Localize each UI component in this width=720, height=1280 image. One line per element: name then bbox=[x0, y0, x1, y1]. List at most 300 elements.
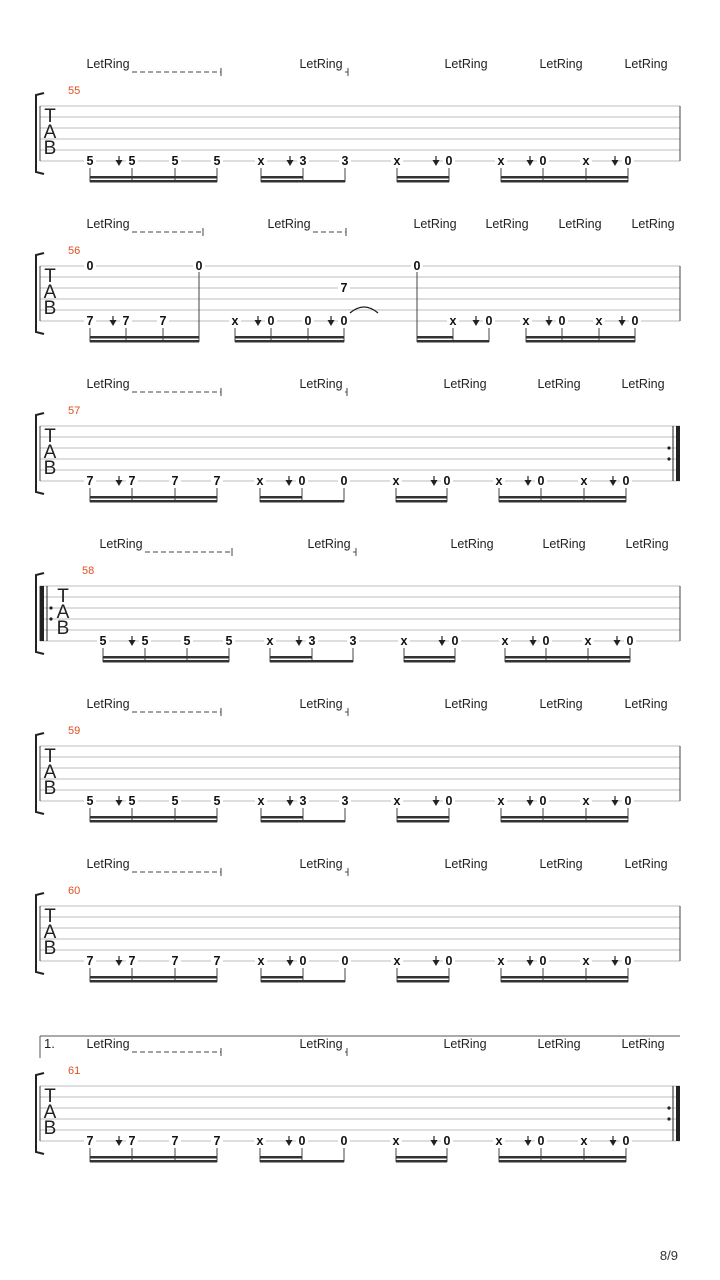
down-arrow-icon bbox=[546, 320, 553, 326]
fret-number: 7 bbox=[86, 474, 94, 488]
dead-note: x bbox=[393, 154, 401, 168]
stroke-direction-arrow bbox=[610, 1136, 617, 1146]
beam-primary bbox=[396, 1160, 447, 1163]
dead-note: x bbox=[392, 1134, 400, 1148]
beam-primary bbox=[90, 500, 217, 503]
beam-primary bbox=[397, 180, 449, 183]
fret-number: 5 bbox=[183, 634, 191, 648]
beam-secondary bbox=[397, 816, 449, 819]
letring-label: LetRing bbox=[299, 57, 343, 71]
tab-clef-letter: A bbox=[43, 1102, 57, 1123]
letring-label: LetRing bbox=[485, 217, 529, 231]
down-arrow-icon bbox=[287, 160, 294, 166]
beam-secondary bbox=[260, 496, 302, 499]
beam-secondary bbox=[90, 496, 217, 499]
fret-number: 0 bbox=[267, 314, 275, 328]
stroke-direction-arrow bbox=[116, 796, 123, 806]
stroke-direction-arrow bbox=[612, 956, 619, 966]
dead-note: x bbox=[231, 314, 239, 328]
fret-number: 5 bbox=[171, 154, 179, 168]
down-arrow-icon bbox=[612, 160, 619, 166]
measure-number: 60 bbox=[68, 885, 81, 897]
beam-secondary bbox=[90, 176, 217, 179]
fret-number: 3 bbox=[349, 634, 357, 648]
tab-clef-letter: T bbox=[44, 426, 56, 447]
beam-primary bbox=[90, 340, 199, 343]
dead-note: x bbox=[393, 954, 401, 968]
dead-note: x bbox=[501, 634, 509, 648]
down-arrow-icon bbox=[612, 800, 619, 806]
beam-group bbox=[499, 634, 636, 663]
fret-number: 7 bbox=[86, 954, 94, 968]
beam-primary bbox=[261, 180, 345, 183]
down-arrow-icon bbox=[610, 1140, 617, 1146]
stroke-direction-arrow bbox=[116, 476, 123, 486]
down-arrow-icon bbox=[116, 1140, 123, 1146]
fret-number: 0 bbox=[299, 954, 307, 968]
stroke-direction-arrow bbox=[431, 476, 438, 486]
tab-clef-letter: B bbox=[43, 1118, 57, 1139]
letring-label: LetRing bbox=[624, 697, 668, 711]
dead-note: x bbox=[266, 634, 274, 648]
tab-clef-letter: B bbox=[43, 138, 57, 159]
beam-primary bbox=[261, 980, 345, 983]
fret-number: 0 bbox=[542, 634, 550, 648]
letring-label: LetRing bbox=[539, 697, 583, 711]
beam-primary bbox=[90, 980, 217, 983]
fret-number: 7 bbox=[128, 954, 136, 968]
page-number: 8/9 bbox=[659, 1248, 678, 1263]
down-arrow-icon bbox=[116, 960, 123, 966]
down-arrow-icon bbox=[116, 800, 123, 806]
beam-primary bbox=[501, 820, 628, 823]
tab-note bbox=[339, 954, 351, 982]
beam-secondary bbox=[261, 976, 303, 979]
fret-number: 7 bbox=[128, 1134, 136, 1148]
stroke-direction-arrow bbox=[286, 476, 293, 486]
beam-primary bbox=[397, 980, 449, 983]
beam-secondary bbox=[90, 336, 199, 339]
repeat-dot bbox=[49, 617, 52, 620]
fret-number: 0 bbox=[443, 1134, 451, 1148]
stroke-direction-arrow bbox=[129, 636, 136, 646]
beam-group bbox=[255, 954, 351, 983]
tab-note bbox=[339, 794, 351, 822]
fret-number: 0 bbox=[443, 474, 451, 488]
down-arrow-icon bbox=[527, 960, 534, 966]
beam-primary bbox=[235, 340, 344, 343]
fret-number: 7 bbox=[86, 314, 94, 328]
stroke-direction-arrow bbox=[116, 1136, 123, 1146]
fret-number: 0 bbox=[537, 474, 545, 488]
fret-number: 0 bbox=[485, 314, 493, 328]
fret-number: 0 bbox=[451, 634, 459, 648]
beam-group bbox=[97, 634, 235, 663]
dead-note: x bbox=[495, 1134, 503, 1148]
beam-primary bbox=[260, 1160, 344, 1163]
fret-number: 5 bbox=[86, 154, 94, 168]
letring-label: LetRing bbox=[86, 1037, 130, 1051]
stroke-direction-arrow bbox=[255, 316, 262, 326]
measure-number: 59 bbox=[68, 725, 81, 737]
letring-label: LetRing bbox=[299, 377, 343, 391]
tab-clef-letter: B bbox=[43, 298, 57, 319]
fret-number: 7 bbox=[122, 314, 130, 328]
stroke-direction-arrow bbox=[287, 956, 294, 966]
beam-primary bbox=[397, 820, 449, 823]
down-arrow-icon bbox=[110, 320, 117, 326]
tab-clef-letter: T bbox=[44, 746, 56, 767]
fret-number: 0 bbox=[626, 634, 634, 648]
measure-number: 55 bbox=[68, 85, 81, 97]
fret-number: 0 bbox=[298, 1134, 306, 1148]
letring-label: LetRing bbox=[537, 1037, 581, 1051]
letring-label: LetRing bbox=[558, 217, 602, 231]
down-arrow-icon bbox=[129, 640, 136, 646]
dead-note: x bbox=[497, 794, 505, 808]
fret-number: 0 bbox=[624, 954, 632, 968]
tab-clef-letter: A bbox=[43, 442, 57, 463]
tab-clef-letter: T bbox=[44, 1086, 56, 1107]
measure-number: 57 bbox=[68, 405, 81, 417]
fret-number: 0 bbox=[539, 954, 547, 968]
stroke-direction-arrow bbox=[614, 636, 621, 646]
tab-note bbox=[193, 259, 205, 342]
repeat-end-thick bbox=[676, 1086, 680, 1141]
dead-note: x bbox=[392, 474, 400, 488]
repeat-dot bbox=[667, 457, 670, 460]
tab-clef-letter: B bbox=[43, 778, 57, 799]
down-arrow-icon bbox=[610, 480, 617, 486]
letring-label: LetRing bbox=[443, 1037, 487, 1051]
fret-number: 0 bbox=[341, 954, 349, 968]
dead-note: x bbox=[449, 314, 457, 328]
beam-primary bbox=[90, 820, 217, 823]
beam-secondary bbox=[103, 656, 229, 659]
down-arrow-icon bbox=[612, 960, 619, 966]
dead-note: x bbox=[522, 314, 530, 328]
stroke-direction-arrow bbox=[287, 156, 294, 166]
stroke-direction-arrow bbox=[527, 796, 534, 806]
repeat-end-thick bbox=[676, 426, 680, 481]
tab-clef-letter: A bbox=[43, 122, 57, 143]
beam-group bbox=[390, 474, 453, 503]
letring-label: LetRing bbox=[539, 57, 583, 71]
letring-label: LetRing bbox=[450, 537, 494, 551]
beam-secondary bbox=[501, 816, 628, 819]
fret-number: 0 bbox=[624, 154, 632, 168]
fret-number: 0 bbox=[539, 794, 547, 808]
letring-label: LetRing bbox=[621, 1037, 665, 1051]
beam-primary bbox=[499, 500, 626, 503]
dead-note: x bbox=[584, 634, 592, 648]
tab-clef-letter: B bbox=[43, 458, 57, 479]
tab-system-58 bbox=[36, 537, 680, 663]
fret-number: 5 bbox=[141, 634, 149, 648]
dead-note: x bbox=[582, 154, 590, 168]
tab-note bbox=[411, 259, 423, 342]
dead-note: x bbox=[393, 794, 401, 808]
beam-primary bbox=[501, 980, 628, 983]
down-arrow-icon bbox=[530, 640, 537, 646]
beam-secondary bbox=[261, 816, 303, 819]
tab-note bbox=[338, 1134, 350, 1162]
dead-note: x bbox=[400, 634, 408, 648]
tab-note bbox=[338, 474, 350, 502]
dead-note: x bbox=[582, 794, 590, 808]
stroke-direction-arrow bbox=[439, 636, 446, 646]
down-arrow-icon bbox=[527, 160, 534, 166]
repeat-dot bbox=[49, 606, 52, 609]
beam-group bbox=[520, 314, 641, 343]
fret-number: 0 bbox=[558, 314, 566, 328]
fret-number: 7 bbox=[128, 474, 136, 488]
letring-label: LetRing bbox=[86, 857, 130, 871]
beam-secondary bbox=[397, 176, 449, 179]
beam-group bbox=[495, 794, 634, 823]
beam-group bbox=[391, 154, 455, 183]
beam-secondary bbox=[404, 656, 455, 659]
fret-number: 0 bbox=[445, 154, 453, 168]
beam-secondary bbox=[260, 1156, 302, 1159]
beam-group bbox=[411, 259, 495, 343]
stroke-direction-arrow bbox=[525, 476, 532, 486]
tab-system-61 bbox=[36, 1036, 680, 1163]
beam-secondary bbox=[397, 976, 449, 979]
beam-secondary bbox=[396, 1156, 447, 1159]
beam-group bbox=[391, 794, 455, 823]
tab-clef-letter: B bbox=[43, 938, 57, 959]
tab-clef-letter: T bbox=[44, 906, 56, 927]
stroke-direction-arrow bbox=[286, 1136, 293, 1146]
fret-number: 0 bbox=[340, 314, 348, 328]
stroke-direction-arrow bbox=[546, 316, 553, 326]
fret-number: 0 bbox=[537, 1134, 545, 1148]
tab-clef-letter: T bbox=[57, 586, 69, 607]
fret-number: 0 bbox=[445, 954, 453, 968]
tab-note bbox=[339, 154, 351, 182]
beam-group bbox=[229, 281, 350, 343]
letring-label: LetRing bbox=[267, 217, 311, 231]
fret-number: 5 bbox=[213, 794, 221, 808]
stroke-direction-arrow bbox=[612, 796, 619, 806]
letring-label: LetRing bbox=[413, 217, 457, 231]
down-arrow-icon bbox=[286, 480, 293, 486]
beam-secondary bbox=[396, 496, 447, 499]
beam-primary bbox=[396, 500, 447, 503]
down-arrow-icon bbox=[473, 320, 480, 326]
beam-secondary bbox=[417, 336, 453, 339]
dead-note: x bbox=[580, 474, 588, 488]
fret-number: 7 bbox=[86, 1134, 94, 1148]
letring-label: LetRing bbox=[299, 697, 343, 711]
fret-number: 0 bbox=[445, 794, 453, 808]
beam-primary bbox=[505, 660, 630, 663]
beam-group bbox=[398, 634, 461, 663]
tab-system-56 bbox=[36, 217, 680, 343]
tab-clef-letter: A bbox=[56, 602, 70, 623]
dead-note: x bbox=[256, 474, 264, 488]
repeat-dot bbox=[667, 1117, 670, 1120]
down-arrow-icon bbox=[431, 480, 438, 486]
down-arrow-icon bbox=[527, 800, 534, 806]
beam-primary bbox=[501, 180, 628, 183]
letring-label: LetRing bbox=[86, 57, 130, 71]
letring-label: LetRing bbox=[86, 377, 130, 391]
stroke-direction-arrow bbox=[530, 636, 537, 646]
fret-number: 3 bbox=[341, 794, 349, 808]
stroke-direction-arrow bbox=[619, 316, 626, 326]
down-arrow-icon bbox=[525, 480, 532, 486]
down-arrow-icon bbox=[287, 960, 294, 966]
tab-clef-letter: T bbox=[44, 266, 56, 287]
tab-note bbox=[328, 281, 351, 342]
fret-number: 3 bbox=[299, 794, 307, 808]
stroke-direction-arrow bbox=[433, 796, 440, 806]
dead-note: x bbox=[257, 154, 265, 168]
stroke-direction-arrow bbox=[433, 156, 440, 166]
down-arrow-icon bbox=[286, 1140, 293, 1146]
fret-number: 7 bbox=[213, 474, 221, 488]
beam-primary bbox=[90, 1160, 217, 1163]
tab-system-60 bbox=[36, 857, 680, 983]
fret-number: 0 bbox=[622, 1134, 630, 1148]
dead-note: x bbox=[497, 154, 505, 168]
beam-primary bbox=[417, 340, 489, 343]
down-arrow-icon bbox=[255, 320, 262, 326]
beam-group bbox=[264, 634, 359, 663]
stroke-direction-arrow bbox=[610, 476, 617, 486]
beam-group bbox=[84, 474, 223, 503]
repeat-start-thick bbox=[40, 586, 44, 641]
tab-clef-letter: A bbox=[43, 922, 57, 943]
repeat-dot bbox=[667, 446, 670, 449]
beam-secondary bbox=[235, 336, 344, 339]
down-arrow-icon bbox=[116, 160, 123, 166]
fret-number: 3 bbox=[299, 154, 307, 168]
beam-group bbox=[84, 259, 205, 343]
down-arrow-icon bbox=[433, 160, 440, 166]
stroke-direction-arrow bbox=[110, 316, 117, 326]
beam-primary bbox=[103, 660, 229, 663]
beam-group bbox=[495, 154, 634, 183]
beam-secondary bbox=[501, 976, 628, 979]
letring-label: LetRing bbox=[299, 857, 343, 871]
fret-number: 0 bbox=[539, 154, 547, 168]
stroke-direction-arrow bbox=[612, 156, 619, 166]
beam-primary bbox=[404, 660, 455, 663]
letring-label: LetRing bbox=[307, 537, 351, 551]
tab-clef-letter: A bbox=[43, 762, 57, 783]
letring-label: LetRing bbox=[537, 377, 581, 391]
fret-number: 7 bbox=[213, 954, 221, 968]
stroke-direction-arrow bbox=[525, 1136, 532, 1146]
beam-group bbox=[391, 954, 455, 983]
letring-label: LetRing bbox=[625, 537, 669, 551]
beam-group bbox=[493, 474, 632, 503]
tab-note bbox=[473, 314, 496, 342]
volta-label: 1. bbox=[44, 1036, 55, 1051]
beam-group bbox=[495, 954, 634, 983]
down-arrow-icon bbox=[614, 640, 621, 646]
fret-number: 7 bbox=[159, 314, 167, 328]
fret-number: 5 bbox=[86, 794, 94, 808]
dead-note: x bbox=[582, 954, 590, 968]
beam-group bbox=[254, 474, 350, 503]
letring-label: LetRing bbox=[86, 697, 130, 711]
beam-group bbox=[84, 154, 223, 183]
beam-secondary bbox=[90, 816, 217, 819]
fret-number: 0 bbox=[195, 259, 203, 273]
fret-number: 0 bbox=[86, 259, 94, 273]
fret-number: 7 bbox=[171, 954, 179, 968]
down-arrow-icon bbox=[433, 800, 440, 806]
stroke-direction-arrow bbox=[527, 156, 534, 166]
stroke-direction-arrow bbox=[527, 956, 534, 966]
fret-number: 5 bbox=[225, 634, 233, 648]
tab-clef-letter: T bbox=[44, 106, 56, 127]
fret-number: 0 bbox=[340, 474, 348, 488]
stroke-direction-arrow bbox=[296, 636, 303, 646]
beam-secondary bbox=[501, 176, 628, 179]
fret-number: 5 bbox=[128, 794, 136, 808]
beam-primary bbox=[261, 820, 345, 823]
measure-number: 58 bbox=[82, 565, 95, 577]
measure-number: 61 bbox=[68, 1065, 81, 1077]
letring-label: LetRing bbox=[444, 697, 488, 711]
beam-group bbox=[84, 954, 223, 983]
beam-secondary bbox=[90, 1156, 217, 1159]
beam-primary bbox=[260, 500, 344, 503]
letring-label: LetRing bbox=[624, 57, 668, 71]
letring-label: LetRing bbox=[444, 57, 488, 71]
fret-number: 7 bbox=[171, 474, 179, 488]
tab-note bbox=[84, 259, 96, 342]
beam-secondary bbox=[270, 656, 312, 659]
beam-secondary bbox=[526, 336, 635, 339]
stroke-direction-arrow bbox=[433, 956, 440, 966]
fret-number: 0 bbox=[624, 794, 632, 808]
beam-group bbox=[390, 1134, 453, 1163]
letring-label: LetRing bbox=[86, 217, 130, 231]
fret-number: 0 bbox=[340, 1134, 348, 1148]
dead-note: x bbox=[495, 474, 503, 488]
fret-number: 0 bbox=[413, 259, 421, 273]
tab-system-57 bbox=[36, 377, 680, 503]
beam-group bbox=[255, 794, 351, 823]
tab-clef-letter: B bbox=[56, 618, 70, 639]
beam-secondary bbox=[499, 1156, 626, 1159]
beam-secondary bbox=[90, 976, 217, 979]
beam-group bbox=[84, 1134, 223, 1163]
dead-note: x bbox=[595, 314, 603, 328]
beam-primary bbox=[526, 340, 635, 343]
fret-number: 7 bbox=[340, 281, 348, 295]
letring-label: LetRing bbox=[539, 857, 583, 871]
fret-number: 0 bbox=[304, 314, 312, 328]
tab-clef-letter: A bbox=[43, 282, 57, 303]
down-arrow-icon bbox=[619, 320, 626, 326]
letring-label: LetRing bbox=[624, 857, 668, 871]
stroke-direction-arrow bbox=[116, 156, 123, 166]
measure-number: 56 bbox=[68, 245, 81, 257]
fret-number: 3 bbox=[341, 154, 349, 168]
stroke-direction-arrow bbox=[431, 1136, 438, 1146]
beam-primary bbox=[499, 1160, 626, 1163]
letring-label: LetRing bbox=[631, 217, 675, 231]
beam-group bbox=[255, 154, 351, 183]
down-arrow-icon bbox=[439, 640, 446, 646]
